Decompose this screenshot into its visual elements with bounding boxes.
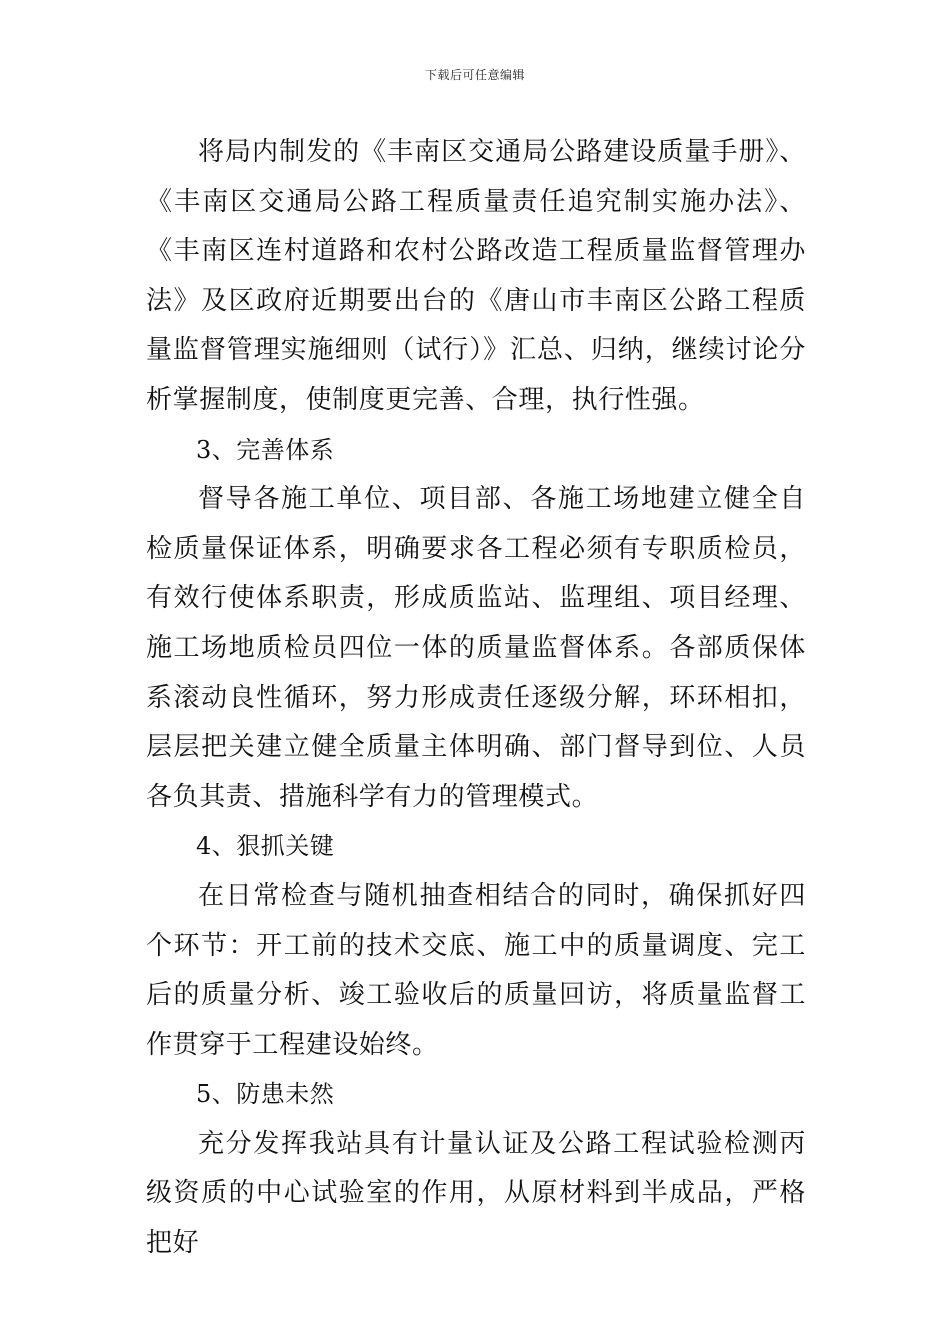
section-heading-3: 3、完善体系: [196, 435, 335, 464]
page-header: 下载后可任意编辑: [424, 68, 525, 82]
section-heading-5: 5、防患未然: [196, 1080, 335, 1109]
section-heading-4: 4、狠抓关键: [196, 832, 335, 861]
paragraph-regulations: 将局内制发的《丰南区交通局公路建设质量手册》、《丰南区交通局公路工程质量责任追究制实施办法》、《丰南区连村道路和农村公路改造工程质量监督管理办法》及区政府近期要出台的《唐山市丰南区公路工程质量监督管理实施细则（试行）》汇总、归纳，继续讨论分析掌握制度，使制度更完善、合理，执行性强。: [146, 137, 806, 415]
paragraph-key-links: 在日常检查与随机抽查相结合的同时，确保抓好四个环节：开工前的技术交底、施工中的质量调度、完工后的质量分析、竣工验收后的质量回访，将质量监督工作贯穿于工程建设始终。: [146, 880, 806, 1060]
document-body: [146, 128, 806, 1269]
paragraph-prevention: 充分发挥我站具有计量认证及公路工程试验检测丙级资质的中心试验室的作用，从原材料到半成品，严格把好: [146, 1128, 806, 1259]
paragraph-system: 督导各施工单位、项目部、各施工场地建立健全自检质量保证体系，明确要求各工程必须有专职质检员，有效行使体系职责，形成质监站、监理组、项目经理、施工场地质检员四位一体的质量监督体系。各部质保体系滚动良性循环，努力形成责任逐级分解，环环相扣，层层把关建立健全质量主体明确、部门督导到位、人员各负其责、措施科学有力的管理模式。: [146, 484, 806, 812]
